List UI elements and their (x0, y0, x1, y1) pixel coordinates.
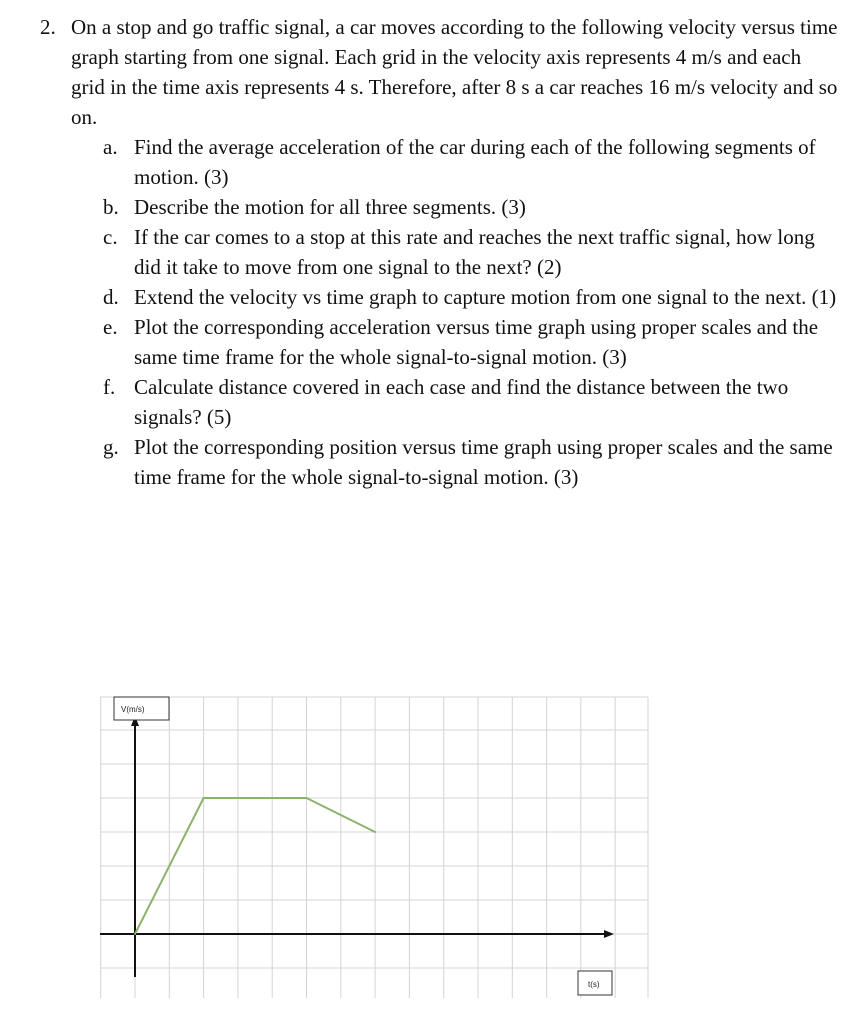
y-axis-label: V(m/s) (121, 705, 145, 714)
part-text: Find the average acceleration of the car during each of the following segments of motion. (3) (134, 135, 816, 189)
part-label: g. (103, 435, 119, 459)
part-label: b. (103, 195, 119, 219)
part-text: Plot the corresponding position versus time graph using proper scales and the same time frame for the whole signal-to-signal motion. (3) (134, 435, 833, 489)
part-label: d. (103, 285, 119, 309)
axes (100, 716, 614, 977)
x-axis-label: t(s) (588, 980, 600, 989)
part-text: Extend the velocity vs time graph to capture motion from one signal to the next. (1) (134, 285, 837, 309)
part-text: Calculate distance covered in each case and find the distance between the two signals? (5) (134, 375, 789, 429)
part-text: Describe the motion for all three segments. (3) (134, 195, 526, 219)
part-label: f. (103, 375, 116, 399)
x-axis-arrow-icon (604, 930, 614, 938)
part-label: e. (103, 315, 118, 339)
grid (100, 697, 648, 998)
x-axis-label-box (578, 971, 612, 995)
part-label: c. (103, 225, 118, 249)
part-text: If the car comes to a stop at this rate and reaches the next traffic signal, how long did it take to move from one signal to the next? (2) (134, 225, 815, 279)
y-axis-label-box (114, 697, 169, 720)
part-text: Plot the corresponding acceleration versus time graph using proper scales and the same time frame for the whole signal-to-signal motion. (3) (134, 315, 819, 369)
question-number: 2. (40, 15, 56, 39)
question-text: On a stop and go traffic signal, a car moves according to the following velocity versus time graph starting from one signal. Each grid in the velocity axis represents 4 m/s and each grid in the time axis represents 4 s. Therefore, after 8 s a car reaches 16 m/s velocity and so on. (71, 15, 838, 129)
part-label: a. (103, 135, 118, 159)
